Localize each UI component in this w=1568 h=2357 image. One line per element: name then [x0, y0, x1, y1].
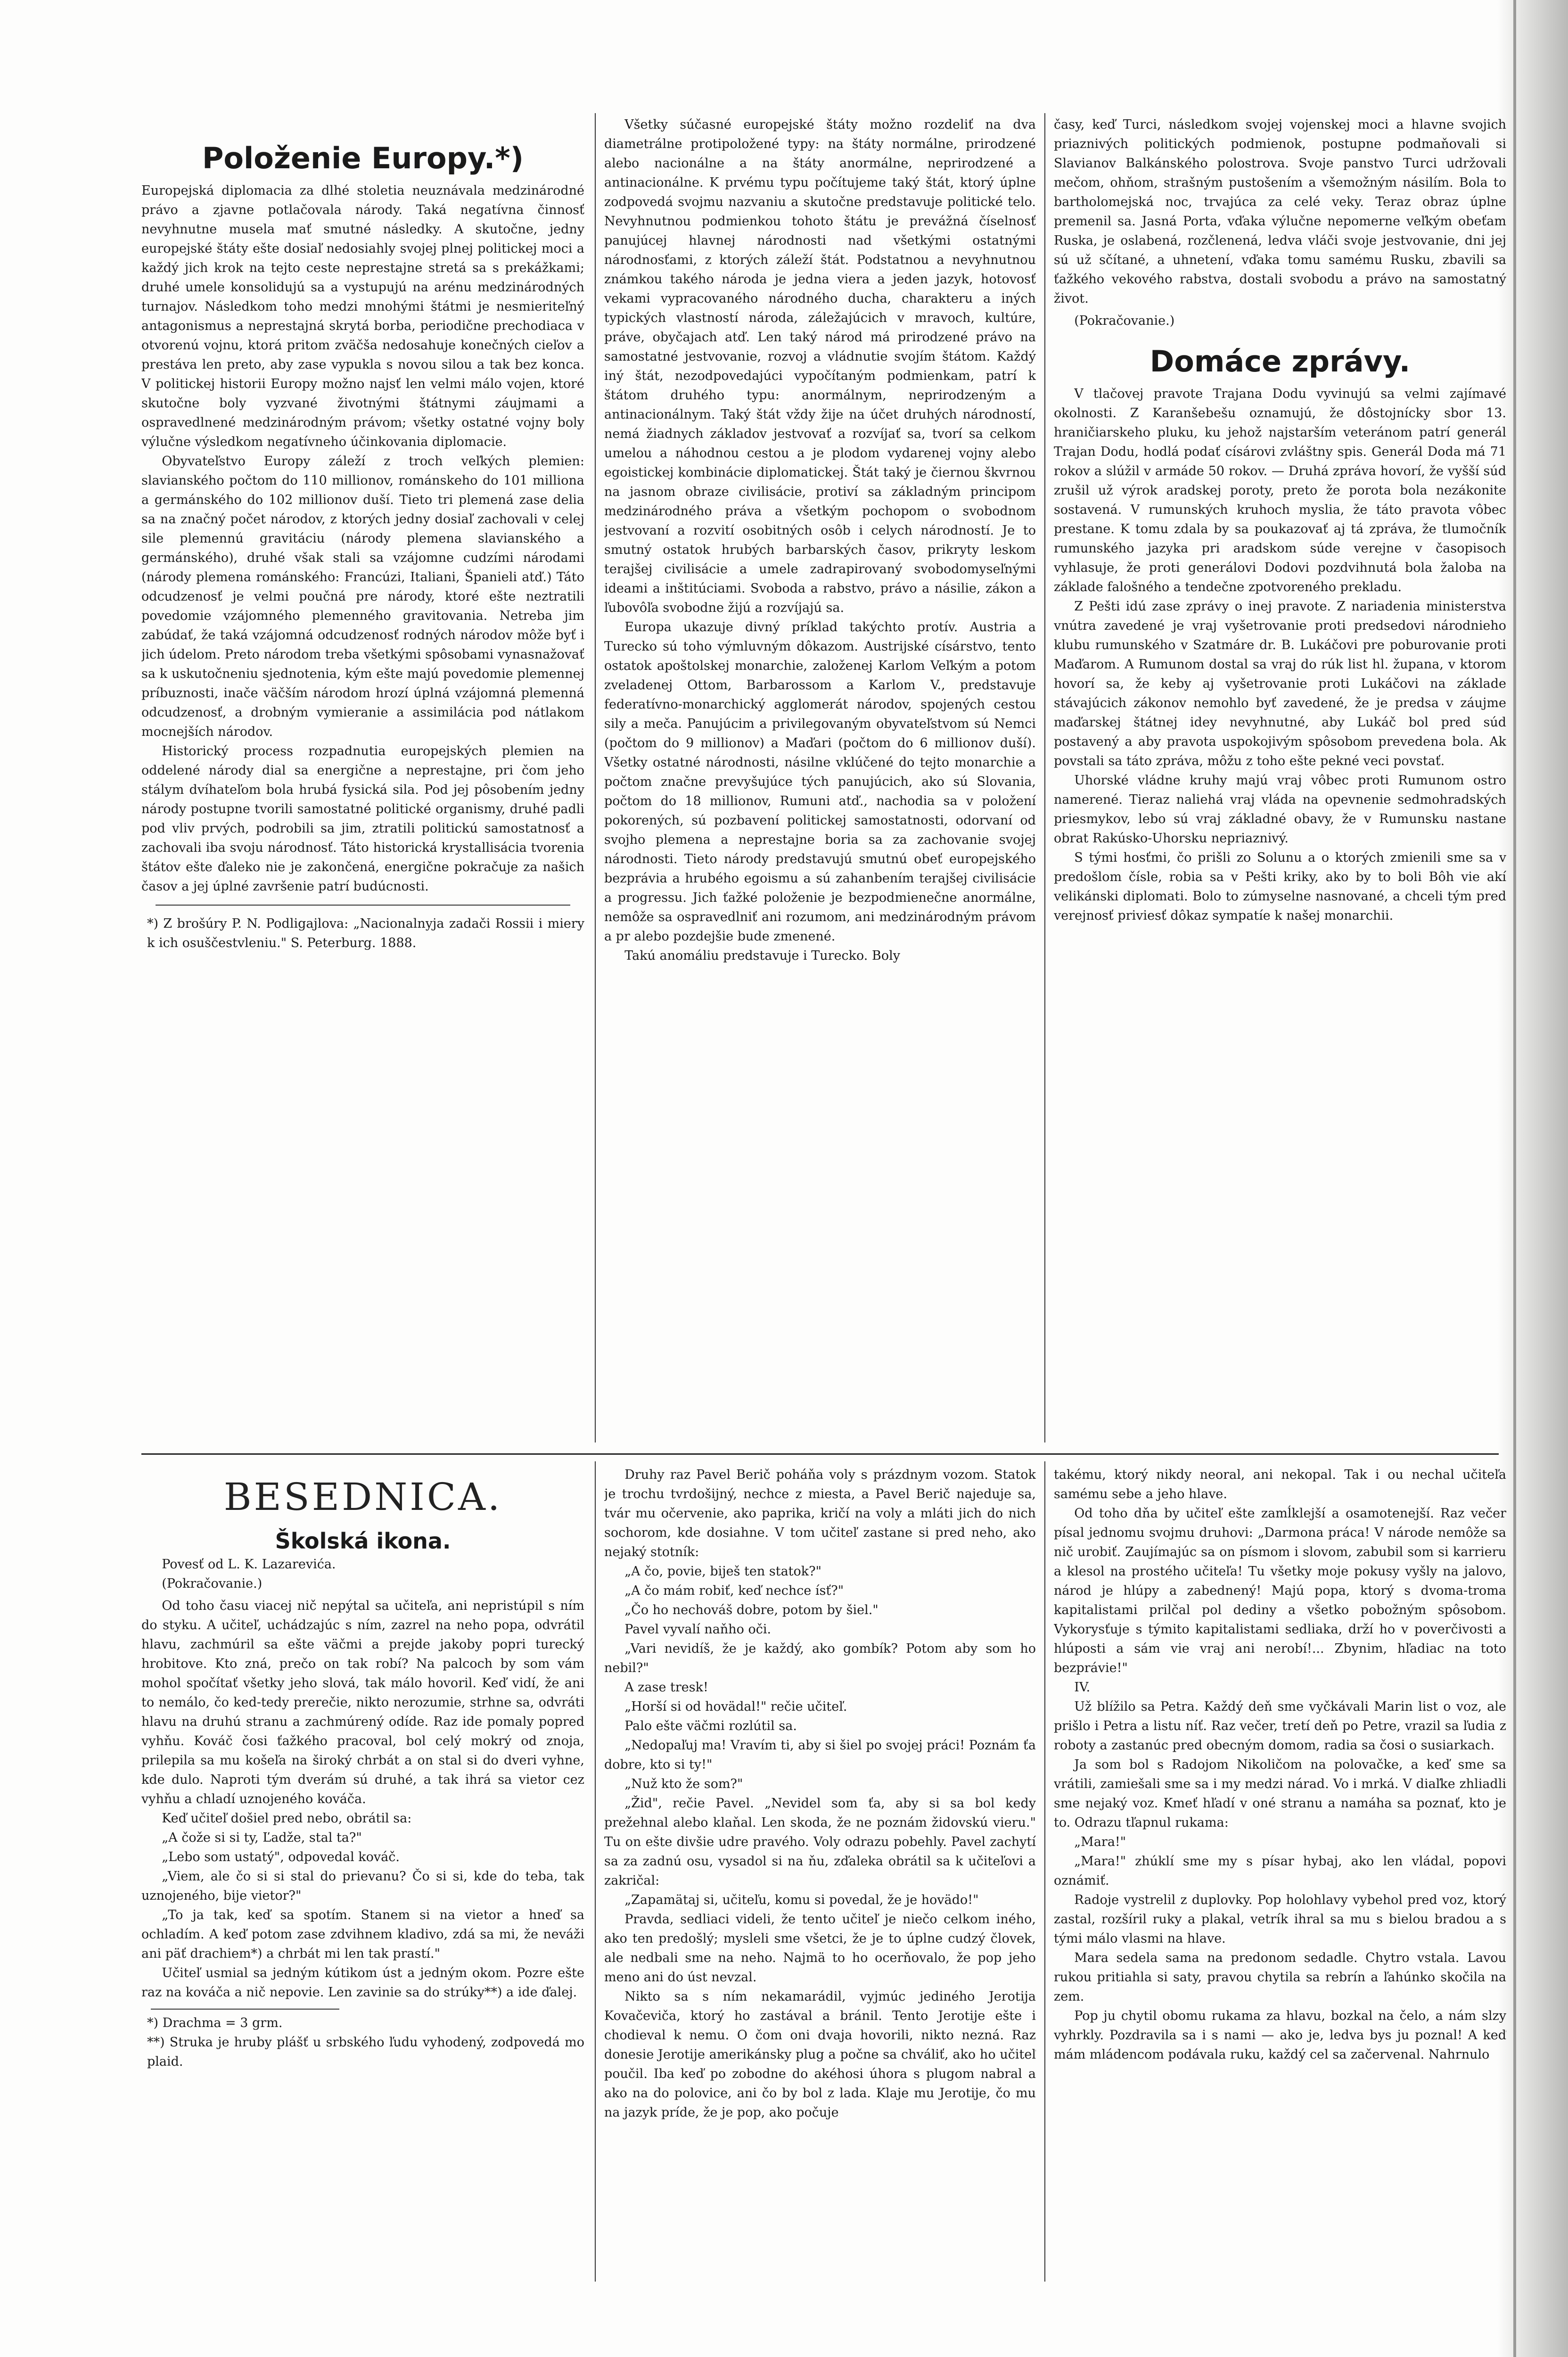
footnote-divider [156, 905, 570, 906]
story-paragraph: Už blížilo sa Petra. Každý deň sme vyčkávali Marin list o voz, ale prišlo i Petra a listu níť. Raz večer, tretí deň po Petre, vrazil sa ľudia z roboty a zastanúc pred obecným domom, radia sa čosi o susiarkach. [1054, 1699, 1506, 1753]
story-paragraph: Od toho času viacej nič nepýtal sa učiteľa, ani nepristúpil s ním do styku. A učiteľ, uchádzajúc s ním, zazrel na neho popa, odvrátil hlavu, zachmúril sa ešte väčmi a prejde jakoby popri turecký hrobitove. Kto zná, prečo on tak robí? Na palcoch by som vám mohol spočítať všetky jeho slová, tak málo hovoril. Keď vidí, že ani to nemálo, čo ked-tedy prerečie, nikto nerozumie, strhne sa, odvráti hlavu na druhú stranu a zachmúrený odíde. Raz ide pomaly popred vyhňu. Kováč čosi ťažkého pracoval, bol celý mokrý od znoja, prilepila sa mu košeľa na široký chrbát a on stal si do dveri vyhne, kde dulo. Naproti tým dverám sú druhé, a tak ihrá sa vietor cez vyhňu a chladí uznojeného kováča. [141, 1599, 584, 1806]
story-paragraph: Radoje vystrelil z duplovky. Pop holohlavy vybehol pred voz, ktorý zastal, rozšíril ruky a plakal, vetrík ihral sa mu s bielou bradou a s tými málo vlasmi na hlave. [1054, 1893, 1506, 1946]
article-title-europe: Položenie Europy.*) [202, 141, 524, 175]
story-paragraph: Učiteľ usmial sa jedným kútikom úst a jedným okom. Pozre ešte raz na kováča a nič nepovie. Len zavinie sa do strúky**) a ide ďalej. [141, 1966, 584, 2000]
story-paragraph: Keď učiteľ došiel pred nebo, obrátil sa: [162, 1811, 412, 1826]
column-rule-lower-1 [595, 1461, 596, 2282]
article-paragraph: Historický process rozpadnutia europejských plemien na oddelené národy dial sa energične a neprestajne, pri čom jeho stálym dvíhateľom bola hrubá fysická sila. Pod jej pôsobením jedny národy postupne tvorili samostatné politické organismy, druhé padli pod vliv prvých, podrobili sa jim, ztratili politickú samostatnosť a zachovali iba svoju národnosť. Táto historická krystallisácia tvorenia štátov ešte ďaleko nie je zakončená, energične pokračuje za našich časov a jej úplné završenie patrí budúcnosti. [141, 744, 584, 894]
lower-column-2 [604, 1465, 1036, 2291]
article-paragraph: Europejská diplomacia za dlhé stoletia neuznávala medzinárodné právo a zjavne potlačovala národy. Taká negatívna činnosť nevyhnutne musela mať smutné následky. A skutočne, jedny europejské štáty ešte dosiaľ nedosiahly svojej plnej politickej moci a každý jich krok na tejto ceste neprestajne stretá sa s prekážkami; druhé umele konsolidujú sa a vystupujú na arénu medzinárodných turnajov. Následkom toho medzi mnohými štátmi je nesmieriteľný antagonismus a neprestajná skrytá borba, periodične prechodiaca v otvorenú vojnu, ktorá pritom zväčša nedosahuje konečných cieľov a prestáva len preto, aby zase vypukla s novou silou a tak bez konca. V politickej historii Europy možno najsť len velmi málo vojen, ktoré skutočne boly vyzvané životnými štátnymi záujmami a ospravedlnené medzinárodným právom; všetky ostatné vojny boly výlučne výsledkom negatívneho účinkovania diplomacie. [141, 183, 584, 449]
story-dialogue: „A čo, povie, biješ ten statok?" [624, 1564, 822, 1579]
lower-column-3 [1054, 1465, 1506, 2291]
story-dialogue: „Mara!" zhúklí sme my s písar hybaj, ako len vládal, popovi oznámiť. [1054, 1854, 1506, 1888]
story-paragraph: takému, ktorý nikdy neoral, ani nekopal. Tak i ou nechal učiteľa samému sebe a jeho hlave. [1054, 1467, 1506, 1501]
story-dialogue: „Mara!" [1074, 1835, 1126, 1849]
article-paragraph: Obyvateľstvo Europy záleží z troch veľkých plemien: slavianského počtom do 110 millionov, románskeho do 101 milliona a germánského do 102 millionov duší. Tieto tri plemená zase delia sa na značný počet národov, z ktorých jedny dosiaľ zachovali v celej sile plemennú gravitáciu (národy plemena slavianského a germánského), druhé však stali sa vzájomne cudzími národami (národy plemena románského: Francúzi, Italiani, Španieli atď.) Táto odcudzenosť je velmi poučná pre národy, ktoré ešte neztratili povedomie vzájomného plemenného gravitovania. Netreba jim zabúdať, že taká vzájomná odcudzenosť rodných národov môže byť i jich údelom. Preto národom treba všetkými spôsobami vynasnažovať sa k uskutočneniu sjednotenia, kým ešte majú povedomie plemennej príbuznosti, inače väčším národom hrozí úplná vzájomná plemenná odcudzenosť, a drobným vymieranie a assimilácia pod nátlakom mocnejších národov. [141, 454, 584, 739]
story-paragraph: Pravda, sedliaci videli, že tento učiteľ je niečo celkom iného, ako ten predošlý; mysleli sme všetci, že je to úplne cudzý človek, ale nedbali sme na neho. Najmä to ho ocerňovalo, že pop jeho meno ani do úst nevzal. [604, 1912, 1036, 1985]
news-item: V tlačovej pravote Trajana Dodu vyvinujú sa velmi zajímavé okolnosti. Z Karanšebešu oznamujú, že dôstojnícky sbor 13. hraničiarskeho pluku, ku jehož najstarším veteránom patrí generál Trajan Dodu, hodlá podať císárovi zvláštny spis. Generál Doda má 71 rokov a slúžil v armáde 50 rokov. — Druhá zpráva hovorí, že vyšší súd zrušil už výrok aradskej poroty, preto že porota bola nezákonite sostavená. V rumunských kruhoch myslia, že táto pravota vôbec prestane. K tomu zdala by sa poukazovať aj tá zpráva, že tlumočník rumunského jazyka pri aradskom súde verejne v časopisoch vyhlasuje, že proti generálovi Dodovi pozdvihnutá bola žaloba na základe falošného a tendečne zpotvoreného prekladu. [1054, 387, 1506, 594]
story-paragraph: A zase tresk! [624, 1680, 708, 1695]
continuation-note: (Pokračovanie.) [162, 1576, 263, 1591]
story-dialogue: „Nuž kto že som?" [624, 1777, 743, 1791]
story-footnote: *) Drachma = 3 grm. [147, 2016, 283, 2030]
footnote-divider [151, 2009, 339, 2010]
story-dialogue: „A čože si si ty, Ľadže, stal ta?" [162, 1830, 362, 1845]
column-rule-lower-2 [1044, 1461, 1045, 2282]
news-item: S tými hosťmi, čo prišli zo Solunu a o ktorých zmienili sme sa v predošlom čísle, robia sa v Pešti kriky, ako by to boli Bôh vie akí velikánski diplomati. Bolo to zúmyselne nasnované, a chceli tým pred verejnosť priviesť dôkaz sympatíe k našej monarchii. [1054, 850, 1506, 923]
chapter-number: IV. [1074, 1680, 1091, 1695]
story-title: Školská ikona. [275, 1528, 451, 1554]
article-paragraph: Europa ukazuje divný príklad takýchto protív. Austria a Turecko sú toho výmluvným dôkazom. Austrijské císárstvo, tento ostatok apoštolskej monarchie, založenej Karlom Veľkým a potom zveladenej Ottom, Barbarossom a Karlom V., predstavuje federatívno-monarchický agglomerát národov, spojených cestou sily a meča. Panujúcim a privilegovaným obyvateľstvom sú Nemci (počtom do 9 millionov) a Maďari (počtom do 6 millionov duší). Všetky ostatné národnosti, násilne vklúčené do tejto monarchie a počtom značne prevyšujúce tých panujúcich, ako sú Slovania, počtom do 18 millionov, Rumuni atď., nachodia sa v položení pokorených, sú pozbavení politickej samostatnosti, odorvaní od svojho plemena a neprestajne boria sa za zachovanie svojej národnosti. Tieto národy predstavujú smutnú obeť europejského bezprávia a hrubého egoismu a sú zahanbením terajšej civilisácie a progressu. Jich ťažké položenie je bezpodmienečne anormálne, nemôže sa ospravedlniť ani rozumom, ani medzinárodným právom a pr alebo pozdejšie bude zmenené. [604, 620, 1036, 944]
story-paragraph: Mara sedela sama na predonom sedadle. Chytro vstala. Lavou rukou pritiahla si saty, pravou chytila sa rebrín a ľahúnko skočila na zem. [1054, 1951, 1506, 2004]
article-footnote: *) Z brošúry P. N. Podligajlova: „Nacionalnyja zadači Rossii i miery k ich osuščestvleniu." S. Peterburg. 1888. [147, 916, 584, 950]
section-divider [141, 1453, 1499, 1455]
story-paragraph: Pop ju chytil obomu rukama za hlavu, bozkal na čelo, a nám slzy vyhrkly. Pozdravila sa i s nami — ako je, ledva bys ju poznal! A keď mám mládencom podávala ruku, každý cel sa začervenal. Nahrnulo [1054, 2009, 1506, 2062]
feuilleton-masthead: BESEDNICA. [223, 1475, 502, 1519]
story-paragraph: „Žid", rečie Pavel. „Nevidel som ťa, aby si sa bol kedy prežehnal alebo klaňal. Len skoda, že ne poznám židovskú vieru." Tu on ešte divšie udre pravého. Voly odrazu pobehly. Pavel zachytí sa za zadnú osu, vysadol si na ňu, zďaleka obrátil sa k učiteľovi a zakričal: [604, 1796, 1036, 1888]
story-dialogue: „Vari nevidíš, že je každý, ako gombík? Potom aby som ho nebil?" [604, 1641, 1036, 1675]
column-rule-upper-1 [595, 113, 596, 1442]
story-byline: Povesť od L. K. Lazarevića. [162, 1557, 336, 1572]
story-dialogue: „Nedopaľuj ma! Vravím ti, aby si šiel po svojej práci! Poznám ťa dobre, kto si ty!" [604, 1738, 1036, 1772]
story-paragraph: Palo ešte väčmi rozlútil sa. [624, 1719, 797, 1733]
story-dialogue: „Horší si od hovädal!" rečie učiteľ. [624, 1699, 847, 1714]
news-section-title: Domáce zprávy. [1149, 344, 1411, 379]
lower-column-1 [141, 1475, 584, 2291]
story-paragraph: Pavel vyvalí naňho oči. [624, 1622, 772, 1637]
story-paragraph: Od toho dňa by učiteľ ešte zamĺklejší a osamotenejší. Raz večer písal jednomu svojmu druhovi: „Darmona práca! V národe nemôže sa nič urobiť. Zaujímajúc sa on písmom i slovom, zabubil som si karrieru a klesol na prostého učiteľa! Tu všetky moje pokusy vyšly na jalovo, národ je hlúpy a zabednený! Majú popa, ktorý s dvoma-troma kapitalistami prilčal pol dediny a všetko pobožným spôsobom. Vykorysťuje s týmito kapitalistami sedliaka, drží ho v poverčivosti a hlúposti a sám vie vraj ani nerobí!... Zbynim, hľadiac na toto bezprávie!" [1054, 1506, 1506, 1675]
story-dialogue: „To ja tak, keď sa spotím. Stanem si na vietor a hneď sa ochladím. A keď potom zase zdvihnem kladivo, zdá sa mi, že neváži ani päť drachiem*) a chrbát mi len tak prastí." [141, 1908, 584, 1961]
upper-column-3 [1054, 115, 1506, 1449]
story-dialogue: „Viem, ale čo si si stal do prievanu? Čo si si, kde do teba, tak uznojeného, bije vietor?" [141, 1869, 584, 1903]
upper-column-2 [604, 115, 1036, 1449]
article-paragraph: Takú anomáliu predstavuje i Turecko. Boly [624, 948, 900, 963]
story-paragraph: Ja som bol s Radojom Nikoličom na polovačke, a keď sme sa vrátili, zamiešali sme sa i my medzi nárad. Vo i mrká. V diaľke zhliadli sme nejaký voz. Kmeť hľadí v oné stranu a namáha sa poznať, kto je to. Odrazu tľapnul rukama: [1054, 1757, 1506, 1830]
story-footnote: **) Struka je hruby plášť u srbského ľudu vyhodený, zodpovedá mo plaid. [147, 2035, 584, 2069]
column-rule-upper-2 [1044, 113, 1045, 1442]
story-dialogue: „Lebo som ustatý", odpovedal kováč. [162, 1850, 400, 1864]
story-paragraph: Nikto sa s ním nekamarádil, vyjmúc jediného Jerotija Kovačeviča, ktorý ho zastával a bránil. Tento Jerotije ešte i chodieval k nemu. O čom oni dvaja hovorili, nikto nezná. Raz donesie Jerotije amerikánsky plug a počne sa chváliť, ako ho učiteľ poučil. Iba keď po zobodne do akéhosi úhora s plugom nabral a ako na do polovice, ani čo by bol z lada. Klaje mu Jerotije, čo mu na jazyk príde, že je pop, ako počuje [604, 1989, 1036, 2120]
news-item: Z Pešti idú zase zprávy o inej pravote. Z nariadenia ministerstva vnútra zavedené je vraj vyšetrovanie proti predsedovi národnieho klubu rumunského v Szatmáre dr. B. Lukáčovi pre poburovanie proti Maďarom. A Rumunom dostal sa vraj do rúk list hl. župana, v ktorom hovorí sa, že keby aj vyšetrovanie proti Lukáčovi na základe stávajúcich zákonov nemohlo byť zavedené, že je predsa v záujme maďarskej štátnej idey nevyhnutné, aby Lukáč bol pred súd postavený a aby pravota uspokojivým spôsobom prevedena bola. Ak povstali sa táto zpráva, môžu z toho ešte pekné veci povstať. [1054, 599, 1506, 768]
story-paragraph: Druhy raz Pavel Berič poháňa voly s prázdnym vozom. Statok je trochu tvrdošijný, nechce z miesta, a Pavel Berič najeduje sa, tvár mu očervenie, ako paprika, kričí na voly a mláti jich do nich sochorom, kde dosiahne. V tom učiteľ zastane si pred neho, ako nejaký stotník: [604, 1467, 1036, 1559]
news-item: Uhorské vládne kruhy majú vraj vôbec proti Rumunom ostro namerené. Tieraz naliehá vraj vláda na opevnenie sedmohradských priesmykov, lebo sú vraj základné obavy, že v Rumunsku nastane obrat Rakúsko-Uhorsku nepriaznivý. [1054, 773, 1506, 846]
article-paragraph: časy, keď Turci, následkom svojej vojenskej moci a hlavne svojich priaznivých politických podmienok, postupne podmaňovali si Slavianov Balkánského polostrova. Svoje panstvo Turci udržovali mečom, ohňom, strašným pustošením a všemožným násilím. Bola to bartholomejská noc, trvajúca za celé veky. Teraz obraz úplne premenil sa. Jasná Porta, vďaka výlučne nepomerne veľkým obeťam Ruska, je oslabená, rozčlenená, ledva vláči svoje jestvovanie, dni jej sú už sčítané, a uhnetení, vďaka tomu samému Rusku, zbavili sa ťažkého vekového rabstva, dostali svobodu a právo na samostatný život. [1054, 117, 1506, 306]
upper-column-1 [141, 141, 584, 1447]
story-dialogue: „Čo ho nechováš dobre, potom by šiel." [624, 1603, 878, 1617]
story-dialogue: „A čo mám robiť, keď nechce ísť?" [624, 1583, 844, 1598]
story-dialogue: „Zapamätaj si, učiteľu, komu si povedal, že je hovädo!" [624, 1893, 979, 1907]
continuation-note: (Pokračovanie.) [1074, 313, 1175, 328]
article-paragraph: Všetky súčasné europejské štáty možno rozdeliť na dva diametrálne protipoložené typy: na štáty normálne, prirodzené alebo nacionálne a na štáty anormálne, neprirodzené a antinacionálne. K prvému typu počítujeme taký štát, ktorý úplne zodpovedá svojmu nazvaniu a skutočne predstavuje politické telo. Nevyhnutnou podmienkou tohoto štátu je prevážná číselnosť panujúcej hlavnej národnosti nad všetkými ostatnými národnosťami, z ktorých záleží štát. Podstatnou a nevyhnutnou známkou takého národa je jedna viera a jeden jazyk, hotovosť vekami vypracovaného národného ducha, charakteru a iných typických vlastností národa, záležajúcich v mravoch, kultúre, práve, obyčajach atď. Len taký národ má prirodzené právo na samostatné jestvovanie, rozvoj a vládnutie svojím štátom. Každý iný štát, nezodpovedajúci vypočítaným podmienkam, patrí k štátom druhého typu: anormálnym, neprirodzeným a antinacionálnym. Taký štát vždy žije na účet druhých národností, nemá žiadnych základov jestvovať a rozvíjať sa, tvorí sa celkom umelou a náhodnou cestou a je plodom vydarenej vojny alebo egoistickej kombinácie diplomatickej. Štát taký je čiernou škvrnou na jasnom obraze civilisácie, protiví sa základným principom medzinárodného práva a všetkým pochopom o svobodnom jestvovaní a rozvití osobitných osôb i celych národností. Je to smutný ostatok hrubých barbarských časov, prikryty leskom terajšej civilisácie a umele zadrapirovaný svobodomyseľnými ideami a inštitúciami. Svoboda a rabstvo, právo a násilie, zákon a ľubovôľa svobodne žijú a rozvíjajú sa. [604, 117, 1036, 615]
